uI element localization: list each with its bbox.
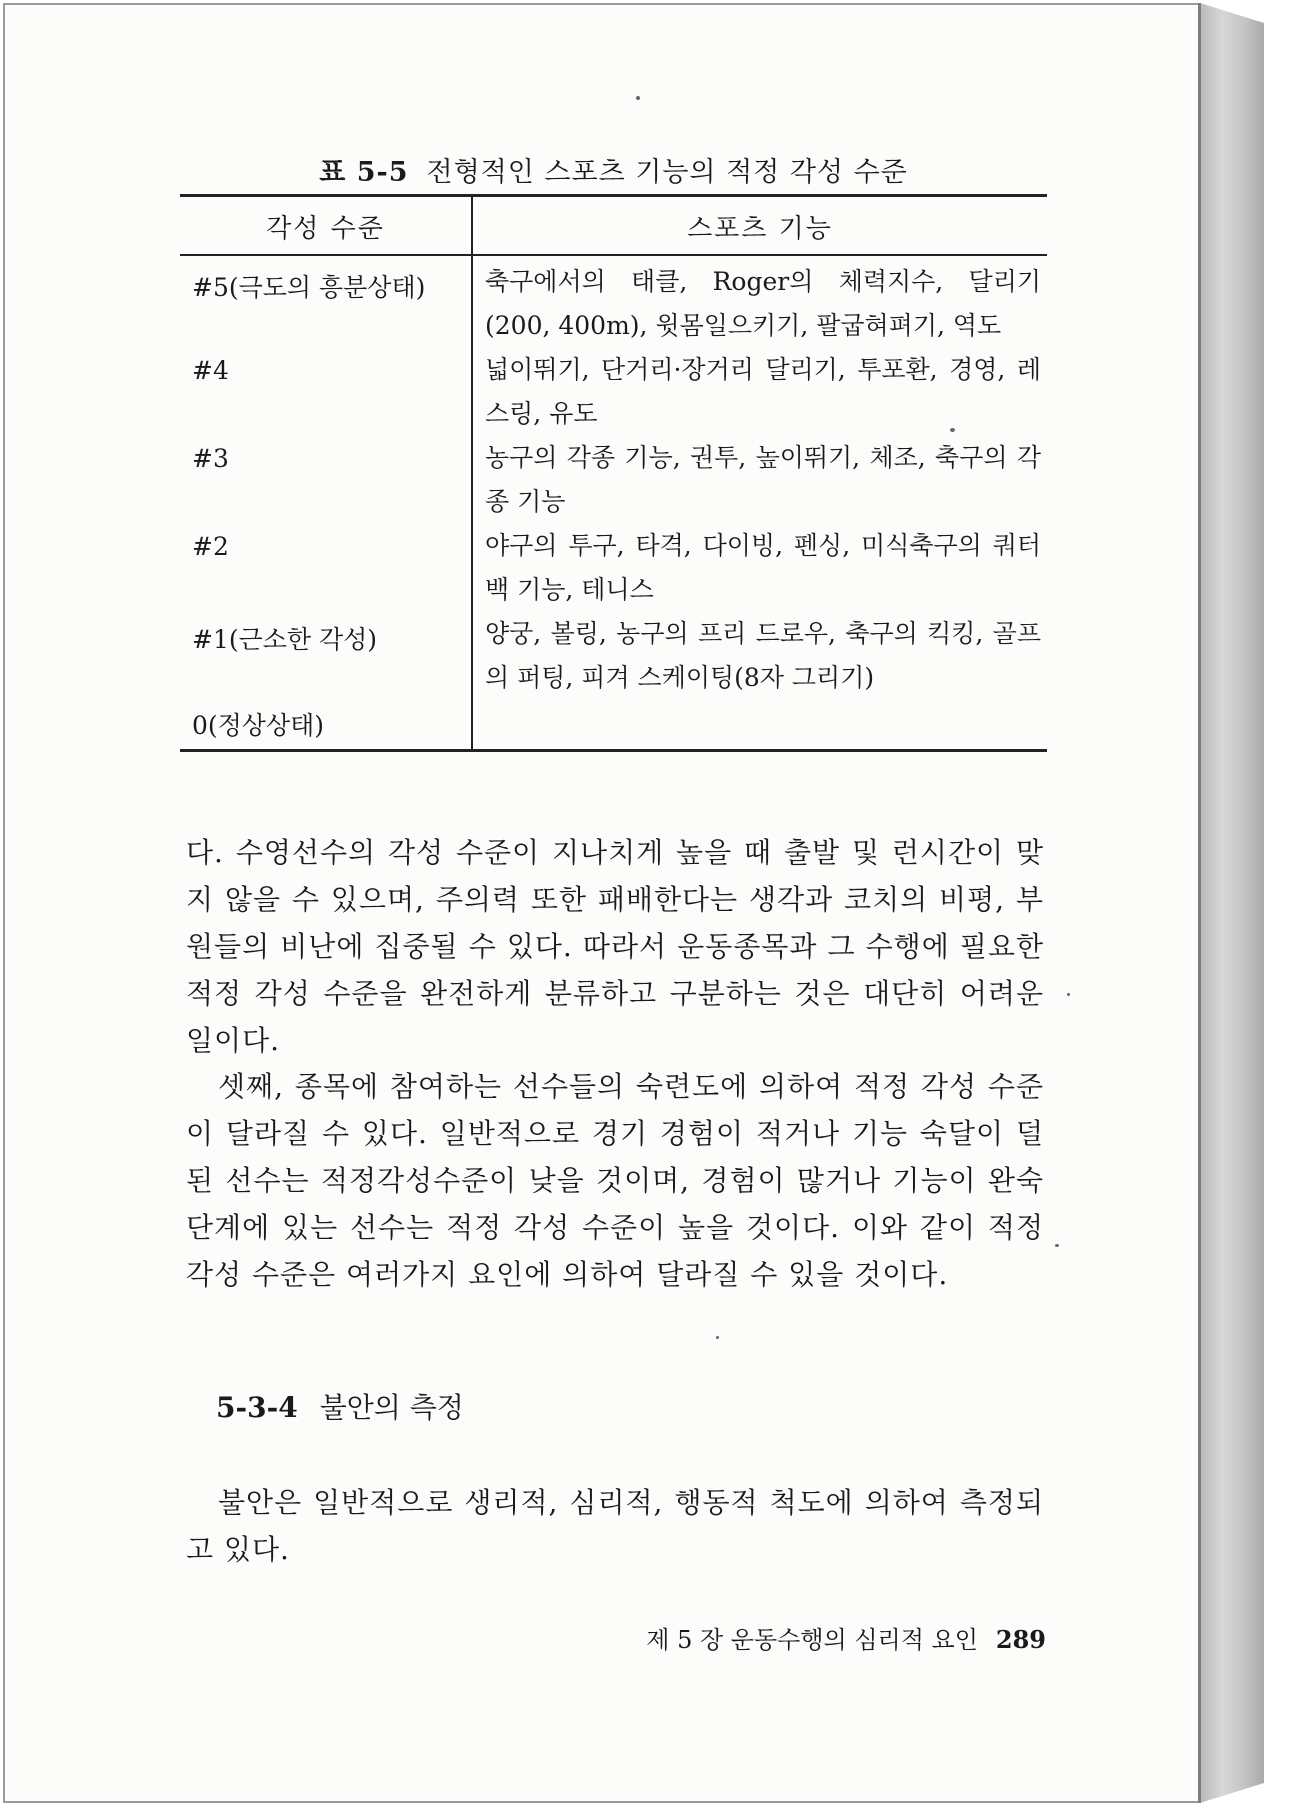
- paper-speck: [1067, 993, 1070, 996]
- table-caption: [180, 150, 1047, 189]
- book-page-edge: [1200, 3, 1264, 1803]
- arousal-table: [180, 194, 1047, 752]
- table-cell-skills: 야구의 투구, 타격, 다이빙, 펜싱, 미식축구의 쿼터백 기능, 테니스: [485, 531, 1041, 604]
- section-title: 불안의 측정: [319, 1391, 464, 1424]
- page-number: 289: [995, 1625, 1046, 1654]
- table-cell-skills: 양궁, 볼링, 농구의 프리 드로우, 축구의 킥킹, 골프의 퍼팅, 피겨 스케이팅(8자 그리기): [485, 619, 1041, 692]
- paper-speck: [636, 96, 640, 100]
- table-cell-skills: 농구의 각종 기능, 권투, 높이뛰기, 체조, 축구의 각종 기능: [485, 443, 1041, 516]
- table-bottom-rule: [180, 749, 1047, 752]
- table-caption-title: 전형적인 스포츠 기능의 적정 각성 수준: [426, 157, 908, 188]
- table-cell-level: #1(근소한 각성): [192, 625, 378, 654]
- table-cell-level: #2: [192, 532, 229, 561]
- body-paragraph: 불안은 일반적으로 생리적, 심리적, 행동적 척도에 의하여 측정되고 있다.: [186, 1486, 1044, 1566]
- table-cell-level: #3: [192, 444, 229, 473]
- paper-speck: [716, 1336, 719, 1339]
- chapter-title: 제 5 장 운동수행의 심리적 요인: [646, 1626, 978, 1654]
- paper-speck: [1055, 1244, 1059, 1247]
- section-heading: [216, 1386, 464, 1426]
- page-footer: [520, 1620, 1046, 1655]
- paper-speck: [950, 428, 955, 432]
- table-cell-level: #4: [192, 356, 229, 385]
- table-header-level: 각성 수준: [266, 214, 385, 244]
- table-caption-number: 표 5-5: [319, 157, 409, 188]
- table-cell-level: 0(정상상태): [192, 711, 325, 740]
- body-paragraph: 다. 수영선수의 각성 수준이 지나치게 높을 때 출발 및 런시간이 맞지 않을 수 있으며, 주의력 또한 패배한다는 생각과 코치의 비평, 부원들의 비난에 집중될 수 있다. 따라서 운동종목과 그 수행에 필요한 적정 각성 수준을 완전하게 분류하고 구분하는 것은 대단히 어려운 일이다.: [186, 836, 1044, 1057]
- page-edge-line: [1198, 3, 1201, 1803]
- table-top-rule: [180, 194, 1047, 197]
- body-paragraph: 셋째, 종목에 참여하는 선수들의 숙련도에 의하여 적정 각성 수준이 달라질 수 있다. 일반적으로 경기 경험이 적거나 기능 숙달이 덜된 선수는 적정각성수준이 낮을 것이며, 경험이 많거나 기능이 완숙단계에 있는 선수는 적정 각성 수준이 높을 것이다. 이와 같이 적정 각성 수준은 여러가지 요인에 의하여 달라질 수 있을 것이다.: [186, 1070, 1044, 1291]
- table-header-skills: 스포츠 기능: [687, 214, 833, 244]
- table-header-rule: [180, 254, 1047, 256]
- table-cell-skills: 축구에서의 태클, Roger의 체력지수, 달리기 (200, 400m), 윗몸일으키기, 팔굽혀펴기, 역도: [485, 267, 1041, 340]
- section-number: 5-3-4: [216, 1391, 298, 1424]
- table-cell-level: #5(극도의 흥분상태): [192, 273, 426, 302]
- table-cell-skills: 넓이뛰기, 단거리·장거리 달리기, 투포환, 경영, 레스링, 유도: [485, 355, 1041, 428]
- table-column-divider: [471, 194, 473, 752]
